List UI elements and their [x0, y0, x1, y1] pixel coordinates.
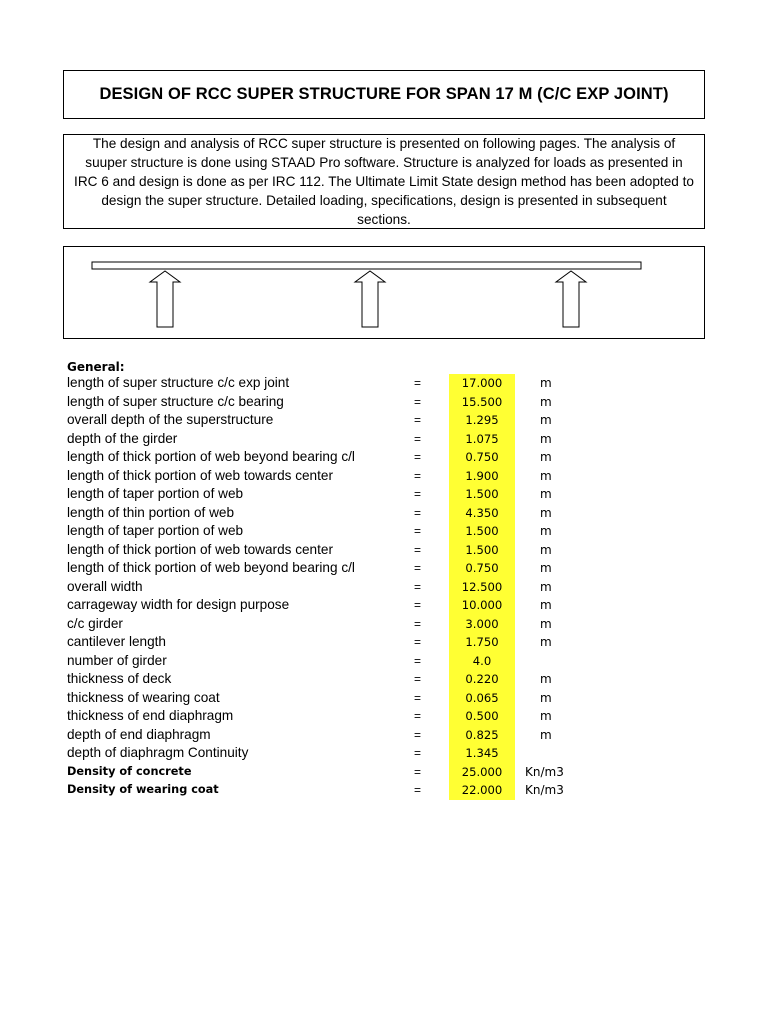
equals-sign: = — [414, 542, 422, 557]
parameter-value[interactable]: 0.220 — [449, 670, 515, 689]
parameter-label: carrageway width for design purpose — [67, 597, 290, 612]
support-arrow-right — [556, 271, 586, 327]
parameter-label: length of taper portion of web — [67, 523, 244, 538]
parameter-value[interactable]: 1.075 — [449, 430, 515, 449]
parameter-row — [0, 578, 768, 597]
parameter-value[interactable]: 1.500 — [449, 522, 515, 541]
equals-sign: = — [414, 450, 422, 464]
parameter-label: length of super structure c/c exp joint — [67, 375, 290, 390]
parameter-value[interactable]: 1.500 — [449, 485, 515, 504]
equals-sign: = — [414, 579, 422, 594]
parameter-label: thickness of wearing coat — [67, 689, 220, 705]
parameter-label: thickness of deck — [67, 671, 172, 686]
parameter-row — [0, 374, 768, 393]
equals-sign: = — [414, 727, 422, 742]
parameter-label: cantilever length — [67, 634, 166, 649]
parameter-unit: m — [540, 431, 552, 446]
parameter-label: overall width — [67, 578, 143, 594]
parameter-value[interactable]: 0.825 — [449, 726, 515, 745]
parameter-value[interactable]: 4.350 — [449, 504, 515, 523]
parameter-value[interactable]: 4.0 — [449, 652, 515, 671]
parameter-row — [0, 633, 768, 652]
parameter-label: depth of end diaphragm — [67, 726, 211, 742]
parameter-row — [0, 763, 768, 782]
description-box — [63, 134, 705, 229]
title-box — [63, 70, 705, 119]
support-diagram-svg — [64, 247, 706, 340]
parameter-row — [0, 448, 768, 467]
parameter-value[interactable]: 0.065 — [449, 689, 515, 708]
parameter-value[interactable]: 15.500 — [449, 393, 515, 412]
parameter-value[interactable]: 25.000 — [449, 763, 515, 782]
parameter-label: length of thick portion of web beyond bearing c/l — [67, 560, 355, 575]
equals-sign: = — [414, 468, 422, 483]
parameter-unit: m — [540, 468, 552, 483]
parameter-value[interactable]: 1.345 — [449, 744, 515, 763]
parameter-unit: m — [540, 672, 552, 686]
equals-sign: = — [414, 653, 422, 668]
parameter-value[interactable]: 3.000 — [449, 615, 515, 634]
parameter-row — [0, 670, 768, 689]
equals-sign: = — [414, 376, 422, 390]
parameter-label: Density of concrete — [67, 764, 192, 778]
deck-beam — [92, 262, 641, 269]
parameter-unit: m — [540, 376, 552, 390]
parameter-row — [0, 430, 768, 449]
parameter-row — [0, 467, 768, 486]
parameter-value[interactable]: 12.500 — [449, 578, 515, 597]
parameter-label: Density of wearing coat — [67, 783, 219, 796]
parameter-unit: m — [540, 413, 552, 427]
parameter-row — [0, 781, 768, 800]
parameter-unit: m — [540, 635, 552, 649]
equals-sign: = — [414, 616, 422, 631]
parameter-value[interactable]: 1.295 — [449, 411, 515, 430]
parameter-label: depth of diaphragm Continuity — [67, 745, 249, 760]
parameter-label: length of thin portion of web — [67, 504, 235, 520]
parameter-value[interactable]: 1.900 — [449, 467, 515, 486]
parameter-label: number of girder — [67, 652, 167, 668]
parameter-unit: m — [540, 487, 552, 501]
parameter-value[interactable]: 10.000 — [449, 596, 515, 615]
parameter-unit: m — [540, 394, 552, 409]
parameter-label: length of thick portion of web towards center — [67, 467, 333, 483]
parameter-row — [0, 522, 768, 541]
parameter-row — [0, 411, 768, 430]
equals-sign: = — [414, 635, 422, 649]
parameter-row — [0, 744, 768, 763]
parameter-label: thickness of end diaphragm — [67, 708, 234, 723]
parameter-label: c/c girder — [67, 615, 123, 631]
parameter-value[interactable]: 1.750 — [449, 633, 515, 652]
parameter-unit: m — [540, 542, 552, 557]
parameter-value[interactable]: 0.500 — [449, 707, 515, 726]
parameter-row — [0, 504, 768, 523]
parameter-value[interactable]: 17.000 — [449, 374, 515, 393]
parameter-value[interactable]: 22.000 — [449, 781, 515, 800]
parameter-row — [0, 485, 768, 504]
page-title: DESIGN OF RCC SUPER STRUCTURE FOR SPAN 17 M (C/C EXP JOINT) — [99, 85, 669, 103]
parameter-label: depth of the girder — [67, 430, 178, 446]
equals-sign: = — [414, 524, 422, 538]
parameter-row — [0, 652, 768, 671]
parameter-label: length of super structure c/c bearing — [67, 393, 284, 409]
equals-sign: = — [414, 764, 422, 779]
parameter-unit: m — [540, 450, 552, 464]
equals-sign: = — [414, 690, 422, 705]
parameter-unit: m — [540, 505, 552, 520]
parameter-unit: m — [540, 524, 552, 538]
parameter-unit: m — [540, 561, 552, 575]
parameter-unit: Kn/m3 — [525, 783, 564, 797]
parameter-value[interactable]: 1.500 — [449, 541, 515, 560]
parameter-row — [0, 541, 768, 560]
equals-sign: = — [414, 487, 422, 501]
description-text: The design and analysis of RCC super structure is presented on following pages. The analysis of suuper structure is done using STAAD Pro software. Structure is analyzed for loads as presented in IRC 6 and design is done as per IRC 112. The Ultimate Limit State design method has been adopted to design the super structure. Detailed loading, specifications, design is presented in subsequent sections. — [74, 136, 694, 227]
parameter-row — [0, 689, 768, 708]
parameter-label: length of thick portion of web towards center — [67, 541, 333, 557]
parameter-unit: m — [540, 598, 552, 612]
parameter-label: length of taper portion of web — [67, 486, 244, 501]
parameter-unit: m — [540, 690, 552, 705]
parameter-value[interactable]: 0.750 — [449, 559, 515, 578]
equals-sign: = — [414, 561, 422, 575]
equals-sign: = — [414, 431, 422, 446]
parameter-row — [0, 707, 768, 726]
equals-sign: = — [414, 783, 422, 797]
equals-sign: = — [414, 505, 422, 520]
equals-sign: = — [414, 746, 422, 760]
parameter-unit: m — [540, 709, 552, 723]
parameter-row — [0, 596, 768, 615]
parameter-unit: m — [540, 727, 552, 742]
support-arrow-center — [355, 271, 385, 327]
parameter-row — [0, 559, 768, 578]
parameter-row — [0, 726, 768, 745]
parameter-label: length of thick portion of web beyond bearing c/l — [67, 449, 355, 464]
parameter-unit: m — [540, 579, 552, 594]
parameter-table — [0, 374, 768, 800]
support-diagram — [63, 246, 705, 339]
parameter-value[interactable]: 0.750 — [449, 448, 515, 467]
equals-sign: = — [414, 709, 422, 723]
parameter-unit: m — [540, 616, 552, 631]
support-arrow-left — [150, 271, 180, 327]
section-label-general: General: — [67, 360, 125, 374]
equals-sign: = — [414, 394, 422, 409]
parameter-unit: Kn/m3 — [525, 764, 564, 779]
equals-sign: = — [414, 672, 422, 686]
parameter-label: overall depth of the superstructure — [67, 412, 274, 427]
equals-sign: = — [414, 413, 422, 427]
equals-sign: = — [414, 598, 422, 612]
parameter-row — [0, 615, 768, 634]
parameter-row — [0, 393, 768, 412]
